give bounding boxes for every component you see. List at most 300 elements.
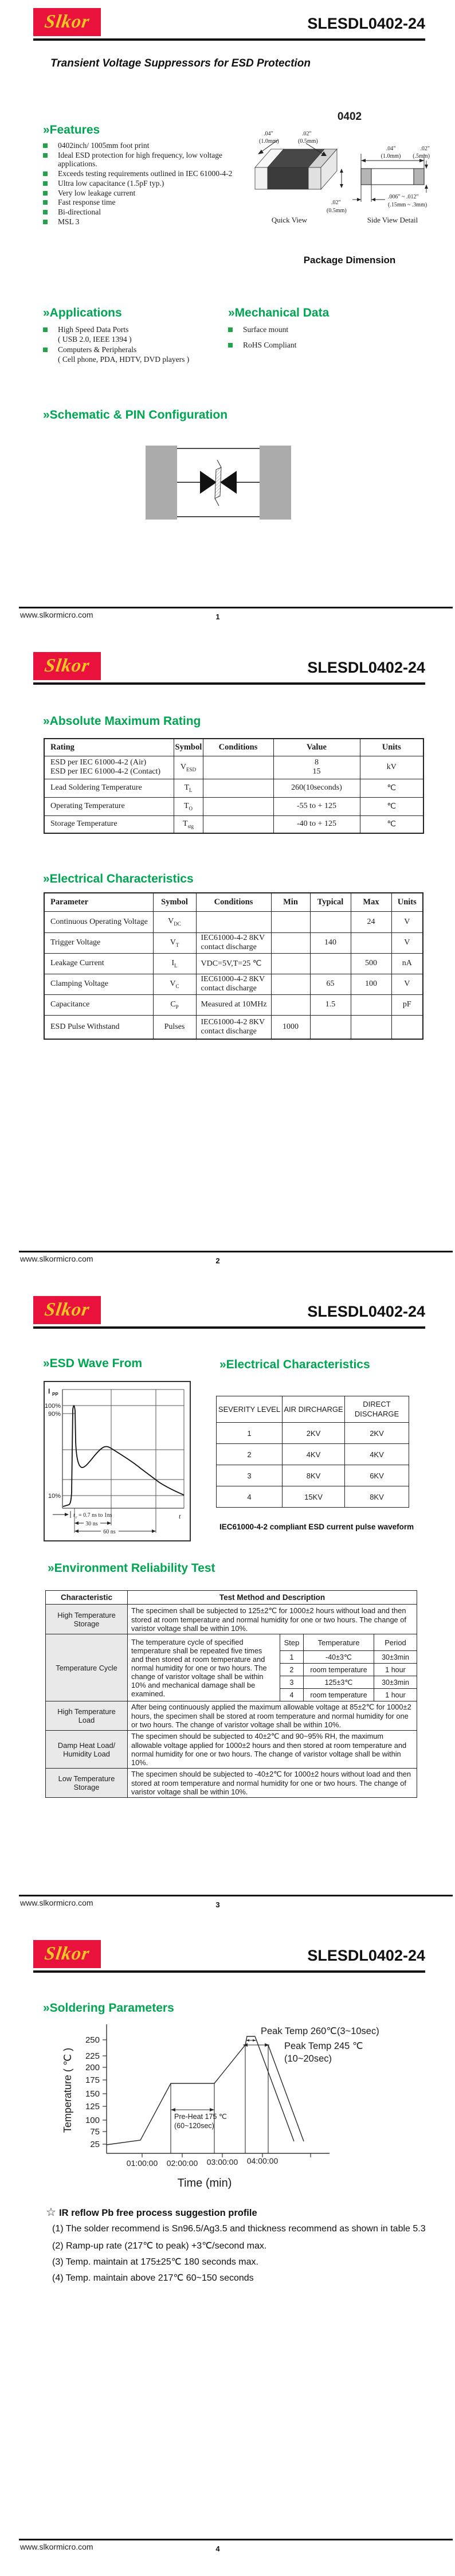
zener-bar <box>215 467 221 498</box>
severity-level: 2 <box>217 1444 283 1465</box>
tick-10: 10% <box>48 1493 61 1500</box>
tr-label-value: = 0.7 ns to 1ns <box>79 1512 112 1519</box>
star-icon: ☆ <box>46 2206 56 2219</box>
symbol-cell <box>153 994 196 1015</box>
mechanical-data-list <box>228 325 371 350</box>
x-tick: 01:00:00 <box>126 2159 158 2168</box>
bullet-square-icon <box>228 327 233 332</box>
direct-discharge: 2KV <box>345 1423 409 1444</box>
sv-dim-02in: .02" <box>420 146 430 152</box>
cond-line: contact discharge <box>201 984 257 993</box>
rating-line: ESD per IEC 61000-4-2 (Air) <box>50 758 147 767</box>
waveform-caption: IEC61000-4-2 compliant ESD current pulse waveform <box>219 1523 414 1531</box>
peak260-label: Peak Temp 260℃(3~10sec) <box>261 2026 379 2036</box>
col-header: Value <box>273 739 360 756</box>
logo-text: Slkor <box>43 11 91 32</box>
table-row <box>280 1689 417 1701</box>
list-item <box>43 208 241 217</box>
peak245-label: Peak Temp 245 ℃ <box>284 2041 363 2051</box>
cond-line: contact discharge <box>201 1027 257 1036</box>
qv-dim-02in-b: .02" <box>331 200 341 206</box>
x-tick: 02:00:00 <box>166 2159 198 2168</box>
characteristic-cell: High Temperature Load <box>46 1701 128 1731</box>
symbol-cell <box>153 953 196 974</box>
bullet-square-icon <box>43 191 48 196</box>
list-item <box>43 345 215 354</box>
symbol-main: T <box>183 801 189 810</box>
feature-text: Ideal ESD protection for high frequency, low voltage applications. <box>58 150 223 169</box>
application-text: High Speed Data Ports <box>58 325 129 334</box>
cond-line: contact discharge <box>201 943 257 951</box>
typ-cell <box>310 1015 351 1039</box>
value-line: 15 <box>312 767 321 776</box>
document-title: Transient Voltage Suppressors for ESD Protection <box>50 57 311 69</box>
col-header: Units <box>391 893 423 911</box>
footer-rule <box>19 2539 453 2540</box>
symbol-main: V <box>170 979 176 988</box>
symbol-cell <box>174 797 203 815</box>
min-cell <box>271 974 310 994</box>
applications-list <box>43 325 215 364</box>
param-cell: Leakage Current <box>44 953 153 974</box>
value-cell <box>273 756 360 779</box>
symbol-main: T <box>184 783 190 792</box>
min-cell <box>271 932 310 953</box>
temp-cell: room temperature <box>304 1664 374 1676</box>
units-cell: ℃ <box>360 815 423 833</box>
logo-text: Slkor <box>43 1943 91 1964</box>
conditions-cell <box>203 815 273 833</box>
symbol-sub: DC <box>174 920 181 927</box>
feature-text: Bi-directional <box>58 207 101 216</box>
sv-dim-5mm: (.5mm) <box>413 153 430 159</box>
header-rule <box>33 682 425 685</box>
list-item <box>43 179 241 188</box>
bullet-square-icon <box>43 171 48 176</box>
col-header: AIR DIRCHARGE <box>283 1396 345 1423</box>
list-item <box>43 151 241 169</box>
symbol-sub: P <box>175 1004 179 1010</box>
tick-90: 90% <box>48 1411 61 1418</box>
value-cell: -55 to + 125 <box>273 797 360 815</box>
bullet-square-icon <box>43 153 48 158</box>
electrical-characteristics-heading-2: »Electrical Characteristics <box>219 1358 370 1371</box>
applications-heading: »Applications <box>43 306 122 319</box>
method-cell: The specimen should be subjected to -40±2℃ for 1000±2 hours without load and then stored at room temperature and normal humidity for one or two hours. The change of varistor voltage shall be within 10%. <box>128 1769 417 1798</box>
symbol-main: V <box>168 917 174 926</box>
symbol-main: V <box>170 938 176 947</box>
typ-cell <box>310 911 351 932</box>
x-tick: 04:00:00 <box>246 2156 279 2165</box>
y-axis-label: I <box>48 1387 50 1395</box>
table-row <box>44 953 423 974</box>
electrical-characteristics-table <box>44 892 422 1040</box>
col-header: Test Method and Description <box>128 1591 417 1605</box>
step-cell: 2 <box>280 1664 304 1676</box>
table-row <box>44 779 423 797</box>
direct-discharge: 4KV <box>345 1444 409 1465</box>
bullet-square-icon <box>228 343 233 348</box>
esd-waveform-chart <box>44 1381 191 1541</box>
table-row <box>44 974 423 994</box>
col-header: Parameter <box>44 893 153 911</box>
env-reliability-table <box>45 1590 417 1798</box>
air-discharge: 15KV <box>283 1486 345 1508</box>
side-view-caption: Side View Detail <box>367 216 418 224</box>
y-tick: 200 <box>85 2063 100 2072</box>
table-row <box>44 911 423 932</box>
conditions-cell <box>196 911 271 932</box>
part-number: SLESDL0402-24 <box>307 659 425 676</box>
table-row <box>46 1769 417 1798</box>
rating-cell: Lead Soldering Temperature <box>44 779 174 797</box>
header-rule <box>33 38 425 41</box>
table-row <box>44 815 423 833</box>
page-1 <box>0 0 455 644</box>
conditions-cell <box>196 974 271 994</box>
table-row <box>46 1701 417 1731</box>
page-number: 1 <box>215 612 220 621</box>
param-cell: ESD Pulse Withstand <box>44 1015 153 1039</box>
sv-dim-04in: .04" <box>386 146 396 152</box>
symbol-sub: ESD <box>186 766 197 772</box>
conditions-cell <box>203 756 273 779</box>
table-row <box>280 1651 417 1664</box>
step-cell: 1 <box>280 1651 304 1664</box>
bullet-square-icon <box>43 210 48 214</box>
x-tick: 03:00:00 <box>206 2157 238 2167</box>
qv-dim-05mm: (0.5mm) <box>298 138 318 145</box>
col-header: Period <box>374 1634 417 1651</box>
col-header: Characteristic <box>46 1591 128 1605</box>
symbol-cell <box>153 911 196 932</box>
footer-website: www.slkormicro.com <box>20 610 93 619</box>
table-header-row <box>46 1591 417 1605</box>
soldering-parameters-heading: »Soldering Parameters <box>43 2001 174 2015</box>
page-number: 3 <box>215 1900 220 1909</box>
symbol-cell <box>174 756 203 779</box>
slkor-logo <box>33 1296 101 1324</box>
method-cell: After being continuously applied the maximum allowable voltage at 85±2℃ for 1000±2 hours, the specimen shall be stored at room temperature and normal humidity for one or two hours. The change of varistor voltage shall be within 10%. <box>128 1701 417 1731</box>
symbol-sub: L <box>189 787 193 793</box>
rating-line: ESD per IEC 61000-4-2 (Contact) <box>50 767 161 776</box>
package-dimension-caption: Package Dimension <box>303 255 396 266</box>
bullet-square-icon <box>43 200 48 205</box>
rating-cell: Storage Temperature <box>44 815 174 833</box>
units-cell: ℃ <box>360 779 423 797</box>
max-cell <box>351 1015 391 1039</box>
y-tick: 150 <box>85 2089 100 2099</box>
annotation-30ns: 30 ns <box>85 1521 98 1527</box>
mechanical-text: RoHS Compliant <box>243 340 297 349</box>
y-axis-label-sub: PP <box>52 1392 58 1397</box>
value-cell: -40 to + 125 <box>273 815 360 833</box>
footer-rule <box>19 607 453 608</box>
tr-label-t: t <box>73 1512 75 1519</box>
reflow-note-title: IR reflow Pb free process suggestion profile <box>59 2208 257 2218</box>
symbol-cell: Pulses <box>153 1015 196 1039</box>
severity-level: 3 <box>217 1465 283 1486</box>
method-cell: The specimen shall be subjected to 125±2℃ for 1000±2 hours without load and then stored at room temperature and normal humidity for one or two hours. The change of varistor voltage shall be within 10%. <box>128 1605 417 1634</box>
feature-text: Very low leakage current <box>58 188 136 197</box>
cond-line: IEC61000-4-2 8KV <box>201 934 265 942</box>
list-item <box>43 217 241 227</box>
tick-100: 100% <box>44 1403 61 1410</box>
param-cell: Capacitance <box>44 994 153 1015</box>
mechanical-text: Surface mount <box>243 325 289 334</box>
package-size-label: 0402 <box>337 111 362 123</box>
feature-text: Ultra low capacitance (1.5pF typ.) <box>58 178 164 188</box>
period-cell: 1 hour <box>374 1664 417 1676</box>
bullet-square-icon <box>43 181 48 186</box>
list-item <box>228 341 371 350</box>
method-cell: The specimen should be subjected to 40±2℃ and 90~95% RH, the maximum allowable voltage applied for 1000±2 hours and then stored at room temperature and normal humidity for one or two hours. The change of varistor voltage shall be within 10%. <box>128 1731 417 1769</box>
part-number: SLESDL0402-24 <box>307 1947 425 1964</box>
table-row <box>217 1444 409 1465</box>
col-header: SEVERITY LEVEL <box>217 1396 283 1423</box>
table-row <box>44 994 423 1015</box>
units-cell: V <box>391 911 423 932</box>
air-discharge: 4KV <box>283 1444 345 1465</box>
logo-text: Slkor <box>43 1299 91 1320</box>
max-cell <box>351 932 391 953</box>
x-axis-label: t <box>179 1512 181 1520</box>
note-item: (2) Ramp-up rate (217℃ to peak) +3℃/second max. <box>52 2241 267 2251</box>
qv-dim-04in: .04" <box>264 131 273 137</box>
units-cell: nA <box>391 953 423 974</box>
symbol-cell <box>153 932 196 953</box>
qv-dim-02in: .02" <box>302 131 312 137</box>
characteristic-cell: Temperature Cycle <box>46 1634 128 1701</box>
electrical-characteristics-heading: »Electrical Characteristics <box>43 872 194 885</box>
table-row <box>44 932 423 953</box>
symbol-sub: O <box>189 805 193 811</box>
col-header: DIRECT DISCHARGE <box>345 1396 409 1423</box>
annotation-60ns: 60 ns <box>103 1529 116 1535</box>
max-cell <box>351 994 391 1015</box>
symbol-cell <box>174 815 203 833</box>
application-subtext: ( USB 2.0, IEEE 1394 ) <box>58 334 132 344</box>
peak245-duration: (10~20sec) <box>284 2054 332 2064</box>
footer-website: www.slkormicro.com <box>20 1254 93 1263</box>
typ-cell: 140 <box>310 932 351 953</box>
y-tick: 225 <box>85 2051 100 2061</box>
units-cell: V <box>391 974 423 994</box>
symbol-sub: L <box>174 962 178 969</box>
typ-cell <box>310 953 351 974</box>
y-tick: 250 <box>85 2035 100 2045</box>
col-header: Rating <box>44 739 174 756</box>
table-row <box>280 1676 417 1689</box>
symbol-main: I <box>171 958 175 967</box>
qv-dim-05mm-b: (0.5mm) <box>327 208 347 214</box>
table-row <box>46 1731 417 1769</box>
col-header: Units <box>360 739 423 756</box>
note-item: (4) Temp. maintain above 217℃ 60~150 seconds <box>52 2273 254 2283</box>
cond-line: IEC61000-4-2 8KV <box>201 975 265 983</box>
col-header: Temperature <box>304 1634 374 1651</box>
conditions-cell <box>203 797 273 815</box>
value-line: 8 <box>315 758 319 767</box>
sv-dim-006in: .006" ~ .012" <box>388 194 419 200</box>
table-row <box>46 1634 417 1701</box>
characteristic-cell: Damp Heat Load/ Humidity Load <box>46 1731 128 1769</box>
page-3 <box>0 1288 455 1932</box>
method-text: The temperature cycle of specified temperature shall be repeated five times and then stored at room temperature and normal humidity for one or two hours. The change of varistor voltage shall be within 10% and mechanical damage shall be examined. <box>131 1637 267 1698</box>
table-row <box>44 797 423 815</box>
min-cell <box>271 994 310 1015</box>
air-discharge: 2KV <box>283 1423 345 1444</box>
list-item <box>228 325 371 334</box>
part-number: SLESDL0402-24 <box>307 15 425 32</box>
y-axis-title: Temperature ( ℃ ) <box>62 2047 73 2133</box>
schematic-diagram <box>146 446 291 520</box>
temp-cell: -40±3℃ <box>304 1651 374 1664</box>
cond-line: IEC61000-4-2 8KV <box>201 1017 265 1027</box>
table-header-row <box>44 739 423 756</box>
conditions-cell <box>196 1015 271 1039</box>
typ-cell: 1.5 <box>310 994 351 1015</box>
severity-level: 4 <box>217 1486 283 1508</box>
note-item: (1) The solder recommend is Sn96.5/Ag3.5 and thickness recommend as shown in table 5.3 <box>52 2224 426 2234</box>
rating-cell: Operating Temperature <box>44 797 174 815</box>
table-header-row <box>44 893 423 911</box>
period-cell: 1 hour <box>374 1689 417 1701</box>
feature-text: 0402inch/ 1005mm foot print <box>58 141 150 150</box>
table-header-row <box>217 1396 409 1423</box>
conditions-cell <box>203 779 273 797</box>
terminal-pad-right <box>260 446 291 520</box>
conditions-cell: VDC=5V,T=25 ℃ <box>196 953 271 974</box>
units-cell: kV <box>360 756 423 779</box>
col-header: Symbol <box>153 893 196 911</box>
feature-text: MSL 3 <box>58 217 80 226</box>
logo-text: Slkor <box>43 655 91 676</box>
y-tick: 75 <box>90 2127 100 2137</box>
sv-dim-15mm: (.15mm ~ .3mm) <box>388 202 427 208</box>
table-row <box>217 1465 409 1486</box>
y-tick: 100 <box>85 2116 100 2125</box>
y-tick: 175 <box>85 2075 100 2085</box>
col-header: Conditions <box>203 739 273 756</box>
conditions-cell <box>196 932 271 953</box>
col-header: Conditions <box>196 893 271 911</box>
footer-website: www.slkormicro.com <box>20 1898 93 1907</box>
col-header: Symbol <box>174 739 203 756</box>
symbol-main: V <box>180 762 187 771</box>
param-cell: Trigger Voltage <box>44 932 153 953</box>
conditions-cell: Measured at 10MHz <box>196 994 271 1015</box>
param-cell: Clamping Voltage <box>44 974 153 994</box>
table-row <box>44 1015 423 1039</box>
symbol-main: T <box>182 819 188 828</box>
list-item <box>43 189 241 198</box>
bullet-square-icon <box>43 348 48 352</box>
preheat-label: Pre-Heat 175 ℃ <box>174 2113 227 2121</box>
page-2 <box>0 644 455 1288</box>
table-row <box>217 1423 409 1444</box>
max-cell: 100 <box>351 974 391 994</box>
footer-website: www.slkormicro.com <box>20 2542 93 2551</box>
feature-text: Exceeds testing requirements outlined in IEC 61000-4-2 <box>58 169 233 178</box>
abs-max-rating-heading: »Absolute Maximum Rating <box>43 715 201 728</box>
list-item <box>43 198 241 207</box>
features-heading: »Features <box>43 123 100 136</box>
page-4 <box>0 1932 455 2576</box>
characteristic-cell: Low Temperature Storage <box>46 1769 128 1798</box>
tr-label-r: r <box>76 1515 77 1520</box>
feature-text: Fast response time <box>58 198 116 207</box>
list-item <box>43 169 241 178</box>
param-cell: Continuous Operating Voltage <box>44 911 153 932</box>
header-rule <box>33 1970 425 1973</box>
table-row <box>217 1486 409 1508</box>
y-tick: 25 <box>90 2140 100 2149</box>
features-list <box>43 141 241 227</box>
table-row <box>44 756 423 779</box>
qv-dim-10mm: (1.0mm) <box>259 138 279 145</box>
temp-cell: room temperature <box>304 1689 374 1701</box>
slkor-logo <box>33 8 101 36</box>
symbol-main: C <box>170 1000 176 1009</box>
severity-level: 1 <box>217 1423 283 1444</box>
list-item <box>43 141 241 150</box>
step-cell: 4 <box>280 1689 304 1701</box>
characteristic-cell: High Temperature Storage <box>46 1605 128 1634</box>
slkor-logo <box>33 1940 101 1968</box>
env-reliability-heading: »Environment Reliability Test <box>48 1562 215 1575</box>
sv-dim-10mm: (1.0mm) <box>381 153 401 159</box>
step-cell: 3 <box>280 1676 304 1689</box>
rating-cell <box>44 756 174 779</box>
footer-rule <box>19 1895 453 1896</box>
method-cell <box>128 1634 417 1701</box>
col-header: Max <box>351 893 391 911</box>
preheat-duration: (60~120sec) <box>174 2122 214 2130</box>
air-discharge: 8KV <box>283 1465 345 1486</box>
part-number: SLESDL0402-24 <box>307 1303 425 1320</box>
bullet-square-icon <box>43 143 48 148</box>
direct-discharge: 6KV <box>345 1465 409 1486</box>
symbol-sub: C <box>175 983 179 989</box>
footer-rule <box>19 1251 453 1252</box>
direct-discharge: 8KV <box>345 1486 409 1508</box>
schematic-heading: »Schematic & PIN Configuration <box>43 408 228 421</box>
symbol-cell <box>153 974 196 994</box>
units-cell: V <box>391 932 423 953</box>
col-header: Step <box>280 1634 304 1651</box>
symbol-cell <box>174 779 203 797</box>
col-header: Min <box>271 893 310 911</box>
min-cell: 1000 <box>271 1015 310 1039</box>
page-number: 4 <box>215 2544 220 2553</box>
temp-cell: 125±3℃ <box>304 1676 374 1689</box>
esd-wave-heading: »ESD Wave From <box>43 1357 143 1370</box>
period-cell: 30±3min <box>374 1651 417 1664</box>
col-header: Typical <box>310 893 351 911</box>
bullet-square-icon <box>43 220 48 224</box>
bullet-square-icon <box>43 327 48 332</box>
symbol-sub: T <box>175 942 179 948</box>
slkor-logo <box>33 652 101 680</box>
symbol-sub: stg <box>187 823 194 829</box>
package-dimension-drawing <box>246 127 430 228</box>
list-item <box>43 325 215 334</box>
typ-cell: 65 <box>310 974 351 994</box>
table-header-row <box>280 1634 417 1651</box>
period-cell: 30±3min <box>374 1676 417 1689</box>
y-tick: 125 <box>85 2102 100 2111</box>
